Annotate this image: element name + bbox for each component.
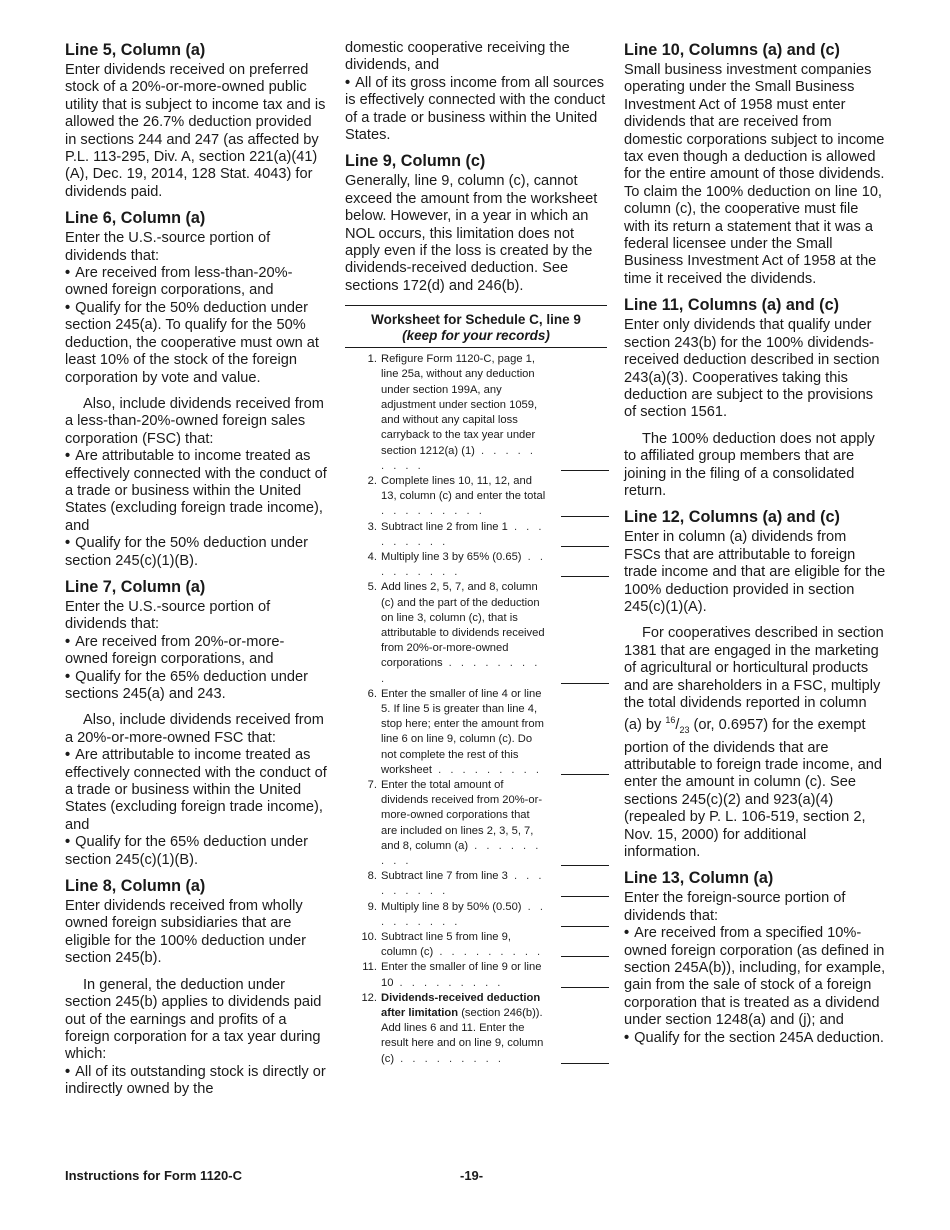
line8-general: In general, the deduction under section 245(b) applies to dividends paid out of the earnings and profits of a foreign corporation for a tax year during which: xyxy=(65,976,322,1063)
leader-dots: . . . . . . . . . xyxy=(433,946,544,959)
worksheet-line-body: Subtract line 7 from line 3 xyxy=(381,870,508,883)
fraction-numerator: 16 xyxy=(665,715,676,726)
worksheet-line-body: Enter the total amount of dividends received from 20%-or-more-owned corporations that are included on lines 2, 3, 5, 7, and 8, column (a) xyxy=(381,778,543,852)
worksheet-entry-line[interactable] xyxy=(561,682,609,684)
worksheet-title-text: Worksheet for Schedule C, line 9 xyxy=(371,312,581,328)
line10-text: Small business investment companies operating under the Small Business Investment Act of 1958 must enter dividends that are received from domestic corporations subject to income tax even though a deduction is allowed for the entire amount of those dividends. To claim the 100% deduction on line 10, column (c), the cooperative must file with its return a statement that it was a federal licensee under the Small Business Investment Act of 1958 at the time it received the dividends. xyxy=(624,62,885,287)
worksheet-line xyxy=(345,900,607,930)
worksheet-line xyxy=(345,474,607,520)
worksheet-entry-line[interactable] xyxy=(561,895,609,897)
worksheet-entry-line[interactable] xyxy=(561,925,609,927)
line5-text: Enter dividends received on preferred stock of a 20%-or-more-owned public utility that is subject to income tax and is allowed the 26.7% deduction provided in sections 244 and 247 (as affected by P.L. 113-295, Div. A, section 221(a)(41)(A), Dec. 19, 2014, 128 Stat. 4043) for dividends paid. xyxy=(65,62,326,200)
line12-text: Enter in column (a) dividends from FSCs that are attributable to foreign trade income and that are eligible for the 100% deduction provided in section 245(c)(1)(A). xyxy=(624,529,886,615)
line6-also: Also, include dividends received from a less-than-20%-owned foreign sales corporation (FSC) that: xyxy=(65,395,324,447)
worksheet-line-number: 4. xyxy=(367,550,377,563)
worksheet-line-number: 12. xyxy=(361,991,377,1004)
worksheet-entry-line[interactable] xyxy=(561,469,609,471)
leader-dots: . . . . . . . . . xyxy=(381,657,541,685)
worksheet-line-number: 6. xyxy=(367,687,377,700)
line9-heading: Line 9, Column (c) xyxy=(345,152,486,171)
leader-dots: . . . . . . . . . xyxy=(381,870,545,898)
column-middle xyxy=(345,40,607,1067)
line6-intro: Enter the U.S.-source portion of dividends that: xyxy=(65,230,271,264)
line7-bullet-1: • Are received from 20%-or-more-owned foreign corporations, and xyxy=(65,634,327,669)
worksheet-line xyxy=(345,778,607,869)
footer-page-number: -19- xyxy=(460,1168,484,1183)
worksheet-line xyxy=(345,687,607,778)
worksheet-subtitle: (keep for your records) xyxy=(402,328,550,344)
line13-intro: Enter the foreign-source portion of dividends that: xyxy=(624,890,846,924)
line11-heading: Line 11, Columns (a) and (c) xyxy=(624,296,839,315)
worksheet-line xyxy=(345,550,607,580)
worksheet-line-body: Multiply line 8 by 50% (0.50) xyxy=(381,900,522,913)
line10-heading: Line 10, Columns (a) and (c) xyxy=(624,41,840,59)
worksheet-line-text xyxy=(381,869,547,899)
line13-heading: Line 13, Column (a) xyxy=(624,869,774,888)
worksheet-line-number: 7. xyxy=(367,778,377,791)
worksheet-line-text xyxy=(381,900,547,930)
worksheet-line-text xyxy=(381,687,547,778)
line7-bullet-4: • Qualify for the 65% deduction under section 245(c)(1)(B). xyxy=(65,834,327,869)
line7-intro: Enter the U.S.-source portion of dividends that: xyxy=(65,598,271,633)
line7-bullet-3: • Are attributable to income treated as effectively connected with the conduct of a trade or business within the United States (excluding foreign trade income), and xyxy=(65,747,327,834)
worksheet-line-number: 8. xyxy=(367,870,377,883)
line12-coop-part1: For cooperatives described in section 1381 that are engaged in the marketing of agricultural or horticultural products and are shareholders in a FSC, multiply the total dividends reported in column (a) by xyxy=(624,625,884,734)
worksheet-line-text xyxy=(381,930,547,960)
line7-heading: Line 7, Column (a) xyxy=(65,577,206,596)
worksheet-entry-line[interactable] xyxy=(561,1062,609,1064)
worksheet-line-number: 3. xyxy=(367,520,377,533)
worksheet-line-body: Subtract line 2 from line 1 xyxy=(381,520,508,533)
worksheet-entry-line[interactable] xyxy=(561,773,609,775)
worksheet-line-body: Enter the smaller of line 9 or line 10 xyxy=(381,961,542,989)
line7-also: Also, include dividends received from a 20%-or-more-owned FSC that: xyxy=(65,712,324,746)
line12-heading: Line 12, Columns (a) and (c) xyxy=(624,508,840,527)
worksheet-entry-line[interactable] xyxy=(561,955,609,957)
line6-bullet-4: • Qualify for the 50% deduction under section 245(c)(1)(B). xyxy=(65,535,327,570)
line8-bullet-1: • All of its outstanding stock is directly or indirectly owned by the xyxy=(65,1064,327,1099)
line7-bullet-2: • Qualify for the 65% deduction under sections 245(a) and 243. xyxy=(65,669,327,704)
worksheet-line-body: Complete lines 10, 11, 12, and 13, column (c) and enter the total xyxy=(381,474,546,503)
worksheet-line xyxy=(345,520,607,550)
worksheet-entry-line[interactable] xyxy=(561,864,609,866)
leader-dots: . . . . . . . . . xyxy=(381,520,545,548)
leader-dots: . . . . . . . . . xyxy=(381,505,485,518)
line6-bullet-2: • Qualify for the 50% deduction under section 245(a). To qualify for the 50% deduction, the cooperative must own at least 10% of the stock of the foreign corporation by vote and value. xyxy=(65,300,327,387)
worksheet-line-text xyxy=(381,352,547,474)
worksheet-entry-line[interactable] xyxy=(561,986,609,988)
worksheet-line-body: Subtract line 5 from line 9, column (c) xyxy=(381,931,511,959)
line11-text: Enter only dividends that qualify under section 243(b) for the 100% dividends-received deduction described in section 243(a)(3). Cooperatives taking this deduction are subject to the provisions of section 1561. xyxy=(624,317,880,421)
worksheet-line-body: Refigure Form 1120-C, page 1, line 25a, without any deduction under section 199A, any adjustment under section 1059, and without any capital loss carryback to the tax year under section 1212(a) (1) xyxy=(381,353,538,457)
worksheet-line xyxy=(345,991,607,1067)
line9-text: Generally, line 9, column (c), cannot exceed the amount from the worksheet below. However, in a year in which an NOL occurs, this limitation does not apply even if the loss is created by the dividends-received deduction. See sections 172(d) and 246(b). xyxy=(345,173,598,294)
worksheet-line-number: 1. xyxy=(367,353,377,366)
column-left xyxy=(65,40,327,1099)
worksheet-line xyxy=(345,930,607,960)
line8-bullet-2: • All of its gross income from all sources is effectively connected with the conduct of a trade or business within the United States. xyxy=(345,75,607,145)
line12-cooperatives: For cooperatives described in section 1381 that are engaged in the marketing of agricultural or horticultural products and are shareholders in a FSC, multiply the total dividends reported in column (a) by $^{16}/_{23}$ (or, 0.6957) for the exempt portion of the dividends that are attributable to foreign trade income, and enter the amount in column (c). See sections 245(c)(2) and 923(a)(4) (repealed by P. L. 106-519, section 2, Nov. 15, 2000) for additional information. xyxy=(624,625,884,861)
worksheet-line-text xyxy=(381,778,547,869)
worksheet-entry-line[interactable] xyxy=(561,575,609,577)
line8-continued: domestic cooperative receiving the dividends, and xyxy=(345,40,570,74)
line6-bullet-3: • Are attributable to income treated as effectively connected with the conduct of a trade or business within the United States (excluding foreign trade income), and xyxy=(65,448,327,535)
worksheet-line xyxy=(345,869,607,899)
leader-dots: . . . . . . . . . xyxy=(393,976,504,989)
line5-heading: Line 5, Column (a) xyxy=(65,41,206,59)
leader-dots: . . . . . . . . . xyxy=(432,763,542,776)
worksheet-line-body: Enter the smaller of line 4 or line 5. If line 5 is greater than line 4, stop here; enter the amount from line 6 on line 9, column (c). Do not complete the rest of this worksheet xyxy=(381,687,544,776)
leader-dots: . . . . . . . . . xyxy=(381,900,546,928)
leader-dots: . . . . . . . . . xyxy=(381,839,542,867)
worksheet-line-number: 10. xyxy=(361,931,377,943)
worksheet-line-text xyxy=(381,960,547,990)
worksheet-line-text xyxy=(381,474,547,520)
worksheet-line-text xyxy=(381,550,547,580)
line8-text: Enter dividends received from wholly owned foreign subsidiaries that are eligible for the 100% deduction under section 245(b). xyxy=(65,898,306,967)
worksheet-line-number: 9. xyxy=(367,900,377,913)
worksheet-line-number: 2. xyxy=(367,474,377,487)
worksheet-line xyxy=(345,352,607,474)
worksheet-line-body: Add lines 2, 5, 7, and 8, column (c) and the part of the deduction on line 3, column (c), that is attributable to dividends received from 20%-or-more-owned corporations xyxy=(381,581,545,670)
line12-coop-part2: (or, 0.6957) for the exempt portion of the dividends that are attributable to foreign trade income, and enter the amount in column (c). See sections 245(c)(2) and 923(a)(4) (repealed by P. L. 106-519, section 2, Nov. 15, 2000) for additional information. xyxy=(624,717,882,861)
worksheet xyxy=(345,305,607,1067)
leader-dots: . . . . . . . . . xyxy=(381,550,546,579)
worksheet-line xyxy=(345,960,607,990)
worksheet-line-number: 5. xyxy=(367,581,377,594)
worksheet-line-bold: Dividends-received deduction after limitation xyxy=(381,991,541,1020)
worksheet-line-text xyxy=(381,580,547,686)
leader-dots: . . . . . . . . . xyxy=(381,444,536,472)
footer-form-title: Instructions for Form 1120-C xyxy=(65,1168,242,1183)
fraction-denominator: 23 xyxy=(679,725,690,736)
worksheet-lines xyxy=(345,352,607,1067)
worksheet-entry-line[interactable] xyxy=(561,515,609,517)
worksheet-line-body: (section 246(b)). Add lines 6 and 11. Enter the result here and on line 9, column (c) xyxy=(381,1007,544,1065)
worksheet-line-body: Multiply line 3 by 65% (0.65) xyxy=(381,550,522,563)
line8-heading: Line 8, Column (a) xyxy=(65,877,206,896)
line6-bullet-1: • Are received from less-than-20%-owned foreign corporations, and xyxy=(65,265,327,300)
line6-heading: Line 6, Column (a) xyxy=(65,209,206,228)
worksheet-line-text xyxy=(381,520,547,550)
leader-dots: . . . . . . . . . xyxy=(394,1052,504,1065)
line11-affiliated: The 100% deduction does not apply to affiliated group members that are joining in the filing of a consolidated return. xyxy=(624,430,875,499)
worksheet-line-text xyxy=(381,991,547,1067)
line13-bullet-2: • Qualify for the section 245A deduction. xyxy=(624,1030,886,1047)
worksheet-line-number: 11. xyxy=(362,961,377,974)
worksheet-entry-line[interactable] xyxy=(561,545,609,547)
worksheet-title xyxy=(345,306,607,348)
worksheet-line xyxy=(345,580,607,686)
line13-bullet-1: • Are received from a specified 10%-owned foreign corporation (as defined in section 245A(b)), including, for example, gain from the sale of stock of a foreign corporation that is treated as a dividend under section 1248(a) and (j); and xyxy=(624,925,886,1029)
column-right xyxy=(624,40,886,1047)
